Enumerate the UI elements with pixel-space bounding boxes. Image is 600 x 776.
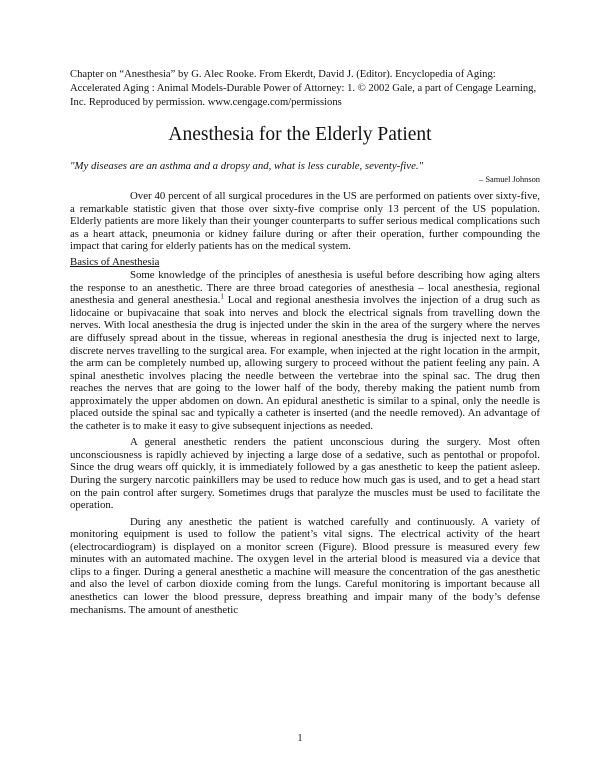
section-paragraph-1 — [70, 269, 540, 432]
page-number: 1 — [297, 733, 303, 744]
paragraph-1-text-b: Local and regional anesthesia involves the injection of a drug such as lidocaine or bupivacaine that soak into nerves and block the electrical signals from travelling down the nerves. With local anesthesia the drug is injected under the skin in the area of the surgery where the nerves are diffusely spread about in the tissue, whereas in regional anesthesia the drug is injected next to large, discrete nerves travelling to the surgical area. For example, when injected at the right location in the armpit, the arm can be completely numbed up, allowing surgery to proceed without the patient feeling any pain. A spinal anesthetic involves placing the needle between the vertebrae into the spinal sac. The drug then reaches the nerves that are going to the lower half of the body, thereby making the patient numb from approximately the upper abdomen on down. An epidural anesthetic is similar to a spinal, only the needle is placed outside the spinal sac and typically a catheter is inserted (and the needle removed). An advantage of the catheter is to make it easy to give subsequent injections as needed. — [70, 294, 540, 432]
footnote-marker: 1 — [220, 292, 224, 301]
page-title: Anesthesia for the Elderly Patient — [168, 124, 432, 145]
section-paragraph-2: A general anesthetic renders the patient unconscious during the surgery. Most often unconsciousness is rapidly achieved by injecting a large dose of a sedative, such as pentothal or propofol. Since the drug wears off quickly, it is immediately followed by a gas anesthetic to keep the patient asleep. During the surgery narcotic painkillers may be used to reduce how much gas is used, and to get a head start on the pain control after surgery. Sometimes drugs that paralyze the muscles must be used to facilitate the operation. — [70, 436, 540, 512]
section-paragraph-3: During any anesthetic the patient is watched carefully and continuously. A variety of monitoring equipment is used to follow the patient’s vital signs. The electrical activity of the heart (electrocardiogram) is displayed on a monitor screen (Figure). Blood pressure is measured every few minutes with an automated machine. The oxygen level in the arterial blood is measured via a device that clips to a finger. During a general anesthetic a machine will measure the concentration of the gas anesthetic and also the level of carbon dioxide coming from the lungs. Careful monitoring is important because all anesthetics can lower the blood pressure, depress breathing and impair many of the body’s defense mechanisms. The amount of anesthetic — [70, 515, 540, 616]
document-body — [70, 190, 540, 616]
citation-header: Chapter on “Anesthesia” by G. Alec Rooke. From Ekerdt, David J. (Editor). Encyclopedia of Aging: Accelerated Aging : Animal Models-Durable Power of Attorney: 1. © 2002 Gale, a part of Cengage Learning, Inc. Reproduced by permission. www.cengage.com/permissions — [70, 69, 537, 109]
epigraph-quote: "My diseases are an asthma and a dropsy and, what is less curable, seventy-five." — [70, 160, 424, 172]
epigraph-attribution: – Samuel Johnson — [479, 175, 540, 184]
section-heading: Basics of Anesthesia — [70, 255, 160, 268]
paragraph-1-text-a: Some knowledge of the principles of anesthesia is useful before describing how aging alters the response to an anesthetic. There are three broad categories of anesthesia – local anesthesia, regional anesthesia and general anesthesia. — [70, 269, 540, 307]
intro-paragraph: Over 40 percent of all surgical procedures in the US are performed on patients over sixty-five, a remarkable statistic given that those over sixty-five comprise only 13 percent of the US population. Elderly patients are more likely than their younger counterparts to suffer serious medical complications such as a heart attack, pneumonia or kidney failure during or after their operation, further compounding the impact that caring for elderly patients has on the medical system. — [70, 190, 540, 253]
